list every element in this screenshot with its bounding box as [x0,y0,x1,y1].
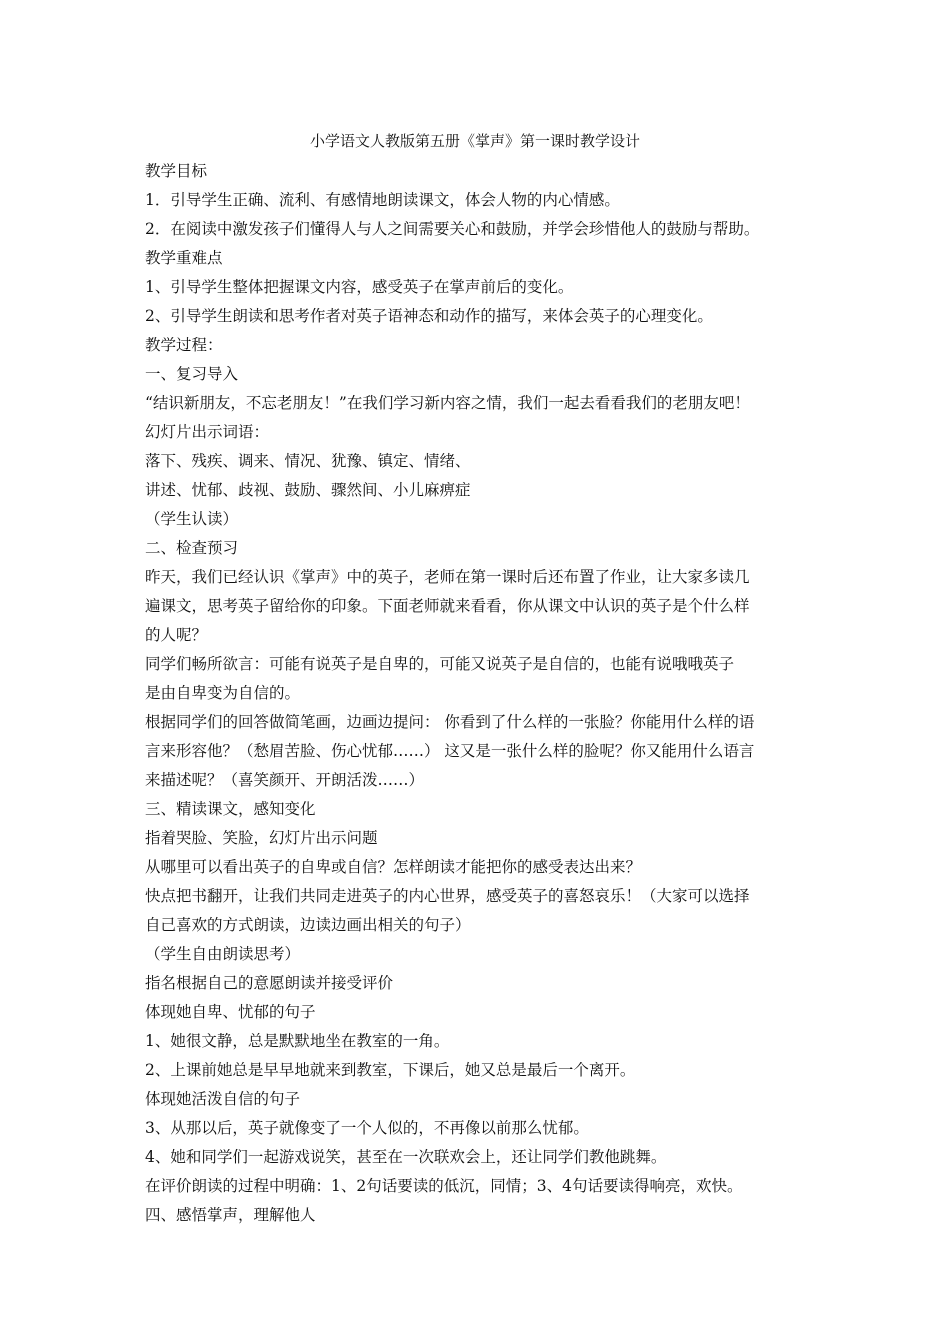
document-body [145,157,810,1230]
section-heading: 二、检查预习 [145,539,239,557]
section-heading: 教学过程： [145,336,223,354]
paragraph-line: “结识新朋友，不忘老朋友！”在我们学习新内容之情，我们一起去看看我们的老朋友吧！ [145,394,750,412]
paragraph-line: 是由自卑变为自信的。 [145,684,301,702]
paragraph-line: 根据同学们的回答做简笔画，边画边提问： 你看到了什么样的一张脸？你能用什么样的语 [145,713,755,731]
paragraph-line: 1．引导学生正确、流利、有感情地朗读课文，体会人物的内心情感。 [145,191,620,209]
paragraph-line: 同学们畅所欲言：可能有说英子是自卑的，可能又说英子是自信的，也能有说哦哦英子 [145,655,735,673]
section-heading: 教学重难点 [145,249,223,267]
paragraph-line: 遍课文，思考英子留给你的印象。下面老师就来看看，你从课文中认识的英子是个什么样 [145,597,750,615]
paragraph-line: 指着哭脸、笑脸，幻灯片出示问题 [145,829,378,847]
paragraph-line: 言来形容他？（愁眉苦脸、伤心忧郁……） 这又是一张什么样的脸呢？你又能用什么语言 [145,742,755,760]
paragraph-line: 自己喜欢的方式朗读，边读边画出相关的句子） [145,916,471,934]
paragraph-line: 幻灯片出示词语： [145,423,270,441]
section-heading: 教学目标 [145,162,208,180]
document-title: 小学语文人教版第五册《掌声》第一课时教学设计 [309,132,640,150]
paragraph-line: 1、她很文静，总是默默地坐在教室的一角。 [145,1032,450,1050]
paragraph-line: 3、从那以后，英子就像变了一个人似的，不再像以前那么忧郁。 [145,1119,589,1137]
paragraph-line: 体现她自卑、忧郁的句子 [145,1003,316,1021]
paragraph-line: 快点把书翻开，让我们共同走进英子的内心世界，感受英子的喜怒哀乐！（大家可以选择 [145,887,750,905]
paragraph-line: 来描述呢？（喜笑颜开、开朗活泼……） [145,771,425,789]
section-heading: 四、感悟掌声，理解他人 [145,1206,316,1224]
section-heading: 三、精读课文，感知变化 [145,800,316,818]
paragraph-line: 2、上课前她总是早早地就来到教室，下课后，她又总是最后一个离开。 [145,1061,636,1079]
paragraph-line: 2、引导学生朗读和思考作者对英子语神态和动作的描写，来体会英子的心理变化。 [145,307,713,325]
paragraph-line: 在评价朗读的过程中明确：1、2句话要读的低沉，同情；3、4句话要读得响亮，欢快。 [145,1177,743,1195]
paragraph-line: 讲述、忧郁、歧视、鼓励、骤然间、小儿麻痹症 [145,481,471,499]
paragraph-line: 指名根据自己的意愿朗读并接受评价 [145,974,394,992]
section-heading: 一、复习导入 [145,365,239,383]
paragraph-line: 4、她和同学们一起游戏说笑，甚至在一次联欢会上，还让同学们教他跳舞。 [145,1148,667,1166]
paragraph-line: 1、引导学生整体把握课文内容，感受英子在掌声前后的变化。 [145,278,574,296]
paragraph-line: （学生认读） [145,510,239,528]
paragraph-line: 2．在阅读中激发孩子们懂得人与人之间需要关心和鼓励，并学会珍惜他人的鼓励与帮助。 [145,220,760,238]
paragraph-line: 的人呢？ [145,626,208,644]
paragraph-line: 从哪里可以看出英子的自卑或自信？怎样朗读才能把你的感受表达出来？ [145,858,642,876]
paragraph-line: 昨天，我们已经认识《掌声》中的英子，老师在第一课时后还布置了作业，让大家多读几 [145,568,750,586]
paragraph-line: （学生自由朗读思考） [145,945,301,963]
paragraph-line: 体现她活泼自信的句子 [145,1090,301,1108]
paragraph-line: 落下、残疾、调来、情况、犹豫、镇定、情绪、 [145,452,471,470]
